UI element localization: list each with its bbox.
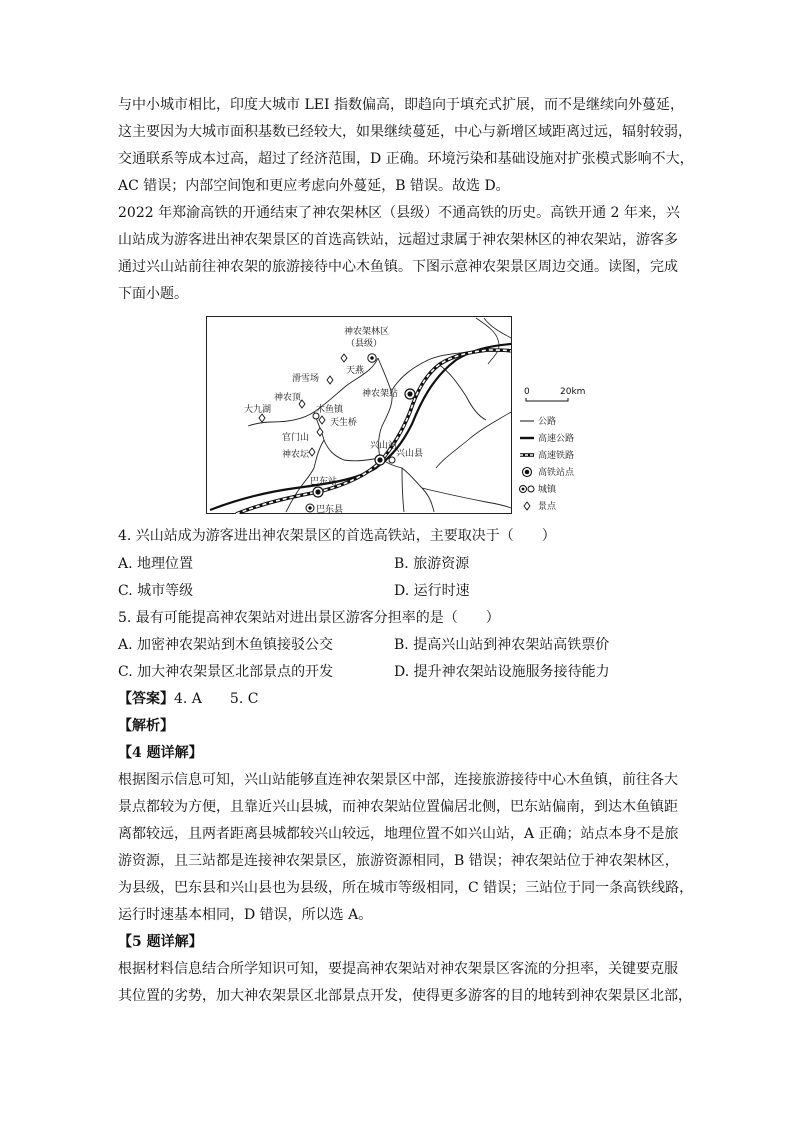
scale-bar xyxy=(524,387,585,401)
svg-text:公路: 公路 xyxy=(538,417,557,427)
q4-detail-line: 离都较远，且两者距离县城都较兴山较远，地理位置不如兴山站，A 正确；站点本身不是旅 xyxy=(118,826,679,842)
intro-line: 通过兴山站前往神农架的旅游接待中心木鱼镇。下图示意神农架景区周边交通。读图，完成 xyxy=(118,259,678,275)
label-dajiuhu: 大九湖 xyxy=(244,405,272,415)
label-shennongjia-linqu: 神农架林区 xyxy=(344,327,390,337)
q5-option-b: B. 提高兴山站到神农架站高铁票价 xyxy=(394,637,610,653)
q4-option-a: A. 地理位置 xyxy=(118,556,194,572)
q5-option-a: A. 加密神农架站到木鱼镇接驳公交 xyxy=(118,637,334,653)
analysis-title: 【解析】 xyxy=(118,718,174,734)
town-icon xyxy=(389,457,395,463)
intro-line: 下面小题。 xyxy=(118,286,188,302)
legend-highway xyxy=(520,432,574,444)
scale-zero: 0 xyxy=(524,387,530,397)
legend-road xyxy=(520,415,556,427)
q4-option-c: C. 城市等级 xyxy=(118,583,194,599)
q5-detail-line: 根据材料信息结合所学知识可知，要提高神农架站对神农架景区客流的分担率，关键要克服 xyxy=(118,961,678,977)
svg-text:景点: 景点 xyxy=(538,502,557,512)
q4-detail-line: 为县级，巴东县和兴山县也为县级，所在城市等级相同，C 错误；三站位于同一条高铁线路， xyxy=(118,880,694,896)
label-shennongjia-station: 神农架站 xyxy=(362,389,399,399)
answer-text: 4. A 5. C xyxy=(174,691,259,707)
label-muyuzhen: 木鱼镇 xyxy=(316,405,344,415)
intro-line: 与中小城市相比，印度大城市 LEI 指数偏高，即趋向于填充式扩展，而不是继续向外蔓延， xyxy=(118,97,684,113)
label-tianshengqiao: 天生桥 xyxy=(330,418,358,428)
q4-detail-line: 根据图示信息可知，兴山站能够直连神农架景区中部，连接旅游接待中心木鱼镇，前往各大 xyxy=(118,772,678,788)
map-legend xyxy=(518,384,618,516)
scale-distance: 20km xyxy=(560,387,586,397)
legend-railway xyxy=(520,449,574,461)
label-tianyan: 天燕 xyxy=(346,366,365,376)
legend-spot xyxy=(524,500,557,512)
question-5-stem: 5. 最有可能提高神农架站对进出景区游客分担率的是（ ） xyxy=(118,610,500,626)
label-shennongtan: 神农坛 xyxy=(282,450,310,460)
intro-line: 2022 年郑渝高铁的开通结束了神农架林区（县级）不通高铁的历史。高铁开通 2 年来，兴 xyxy=(118,205,680,221)
label-huaxuechang: 滑雪场 xyxy=(292,374,320,384)
county-town-icon xyxy=(306,504,314,512)
q5-option-c: C. 加大神农架景区北部景点的开发 xyxy=(118,664,334,680)
intro-line: 这主要因为大城市面积基数已经较大，如果继续蔓延，中心与新增区域距离过远，辐射较弱， xyxy=(118,124,692,140)
high-speed-station-icon xyxy=(405,389,415,399)
q4-detail-line: 景点都较为方便，且靠近兴山县城，而神农架站位置偏居北侧，巴东站偏南，到达木鱼镇距 xyxy=(118,799,678,815)
svg-text:高速铁路: 高速铁路 xyxy=(538,451,575,461)
q4-detail-title: 【4 题详解】 xyxy=(118,745,203,761)
q5-detail-title: 【5 题详解】 xyxy=(118,934,203,950)
q4-option-d: D. 运行时速 xyxy=(394,583,470,599)
intro-line: 山站成为游客进出神农架景区的首选高铁站，远超过隶属于神农架林区的神农架站，游客多 xyxy=(118,232,678,248)
label-badong-station: 巴东站 xyxy=(310,477,338,487)
svg-text:高速公路: 高速公路 xyxy=(538,434,575,444)
svg-text:城镇: 城镇 xyxy=(538,485,557,495)
q4-detail-line: 游资源，且三站都是连接神农架景区，旅游资源相同，B 错误；神农架站位于神农架林区， xyxy=(118,853,679,869)
label-county-level: （县级） xyxy=(346,339,383,349)
q5-detail-line: 其位置的劣势，加大神农架景区北部景点开发，使得更多游客的目的地转到神农架景区北部， xyxy=(118,988,692,1004)
label-shennongding: 神农顶 xyxy=(274,393,302,403)
label-xingshan-station: 兴山站 xyxy=(370,441,398,451)
question-4-stem: 4. 兴山站成为游客进出神农架景区的首选高铁站，主要取决于（ ） xyxy=(118,528,556,544)
intro-line: 交通联系等成本过高，超过了经济范围，D 正确。环境污染和基础设施对扩张模式影响不大， xyxy=(118,151,694,167)
intro-line: AC 错误；内部空间饱和更应考虑向外蔓延，B 错误。故选 D。 xyxy=(118,178,510,194)
high-speed-station-icon xyxy=(313,487,323,497)
q4-detail-line: 运行时速基本相同，D 错误，所以选 A。 xyxy=(118,907,373,923)
answer-row xyxy=(118,689,258,709)
svg-text:高铁站点: 高铁站点 xyxy=(538,468,575,478)
label-xingshan-county: 兴山县 xyxy=(396,449,424,459)
label-guanmenshan: 官门山 xyxy=(282,433,310,443)
q4-option-b: B. 旅游资源 xyxy=(394,556,470,572)
answer-label: 【答案】 xyxy=(118,691,174,707)
label-badong-county: 巴东县 xyxy=(316,505,344,514)
county-town-icon xyxy=(368,354,376,362)
legend-station xyxy=(523,466,576,478)
legend-town xyxy=(520,483,558,495)
q5-option-d: D. 提升神农架站设施服务接待能力 xyxy=(394,664,610,680)
high-speed-station-icon xyxy=(375,455,385,465)
shennongjia-traffic-map xyxy=(206,316,512,514)
